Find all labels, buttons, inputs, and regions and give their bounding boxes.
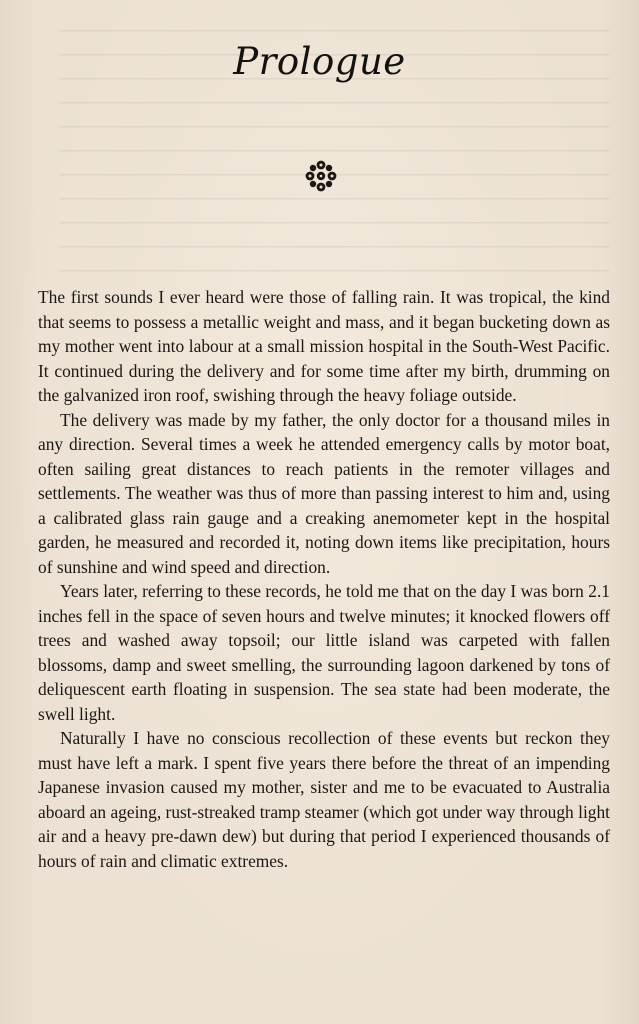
quatrefoil-ornament-icon [303,158,339,194]
paragraph-1: The first sounds I ever heard were those of falling rain. It was tropical, the kind that seems to possess a metallic weight and mass, and it began bucketing down as my mother went into labour at a small mission hospital in the South-West Pacific. It continued during the delivery and for some time after my birth, drumming on the galvanized iron roof, swishing through the heavy foliage outside. [38,287,610,405]
paragraph-2: The delivery was made by my father, the only doctor for a thousand miles in any direction. Several times a week he attended emergency calls by motor boat, often sailing great distances to reach patients in the remoter villages and settlements. The weather was thus of more than passing interest to him and, using a calibrated glass rain gauge and a creaking anemometer kept in the hospital garden, he measured and recorded it, noting down items like precipitation, hours of sunshine and wind speed and direction. [38,409,610,577]
prologue-body [38,285,610,873]
paragraph-3: Years later, referring to these records, he told me that on the day I was born 2.1 inches fell in the space of seven hours and twelve minutes; it knocked flowers off trees and washed away topsoil; our little island was carpeted with fallen blossoms, damp and sweet smelling, the surrounding lagoon darkened by tons of deliquescent earth floating in suspension. The sea state had been moderate, the swell light. [38,581,610,724]
paragraph-4: Naturally I have no conscious recollection of these events but reckon they must have left a mark. I spent five years there before the threat of an impending Japanese invasion caused my mother, sister and me to be evacuated to Australia aboard an ageing, rust-streaked tramp steamer (which got under way through light air and a heavy pre-dawn dew) but during that period I experienced thousands of hours of rain and climatic extremes. [38,728,610,871]
chapter-title: Prologue [233,40,406,83]
